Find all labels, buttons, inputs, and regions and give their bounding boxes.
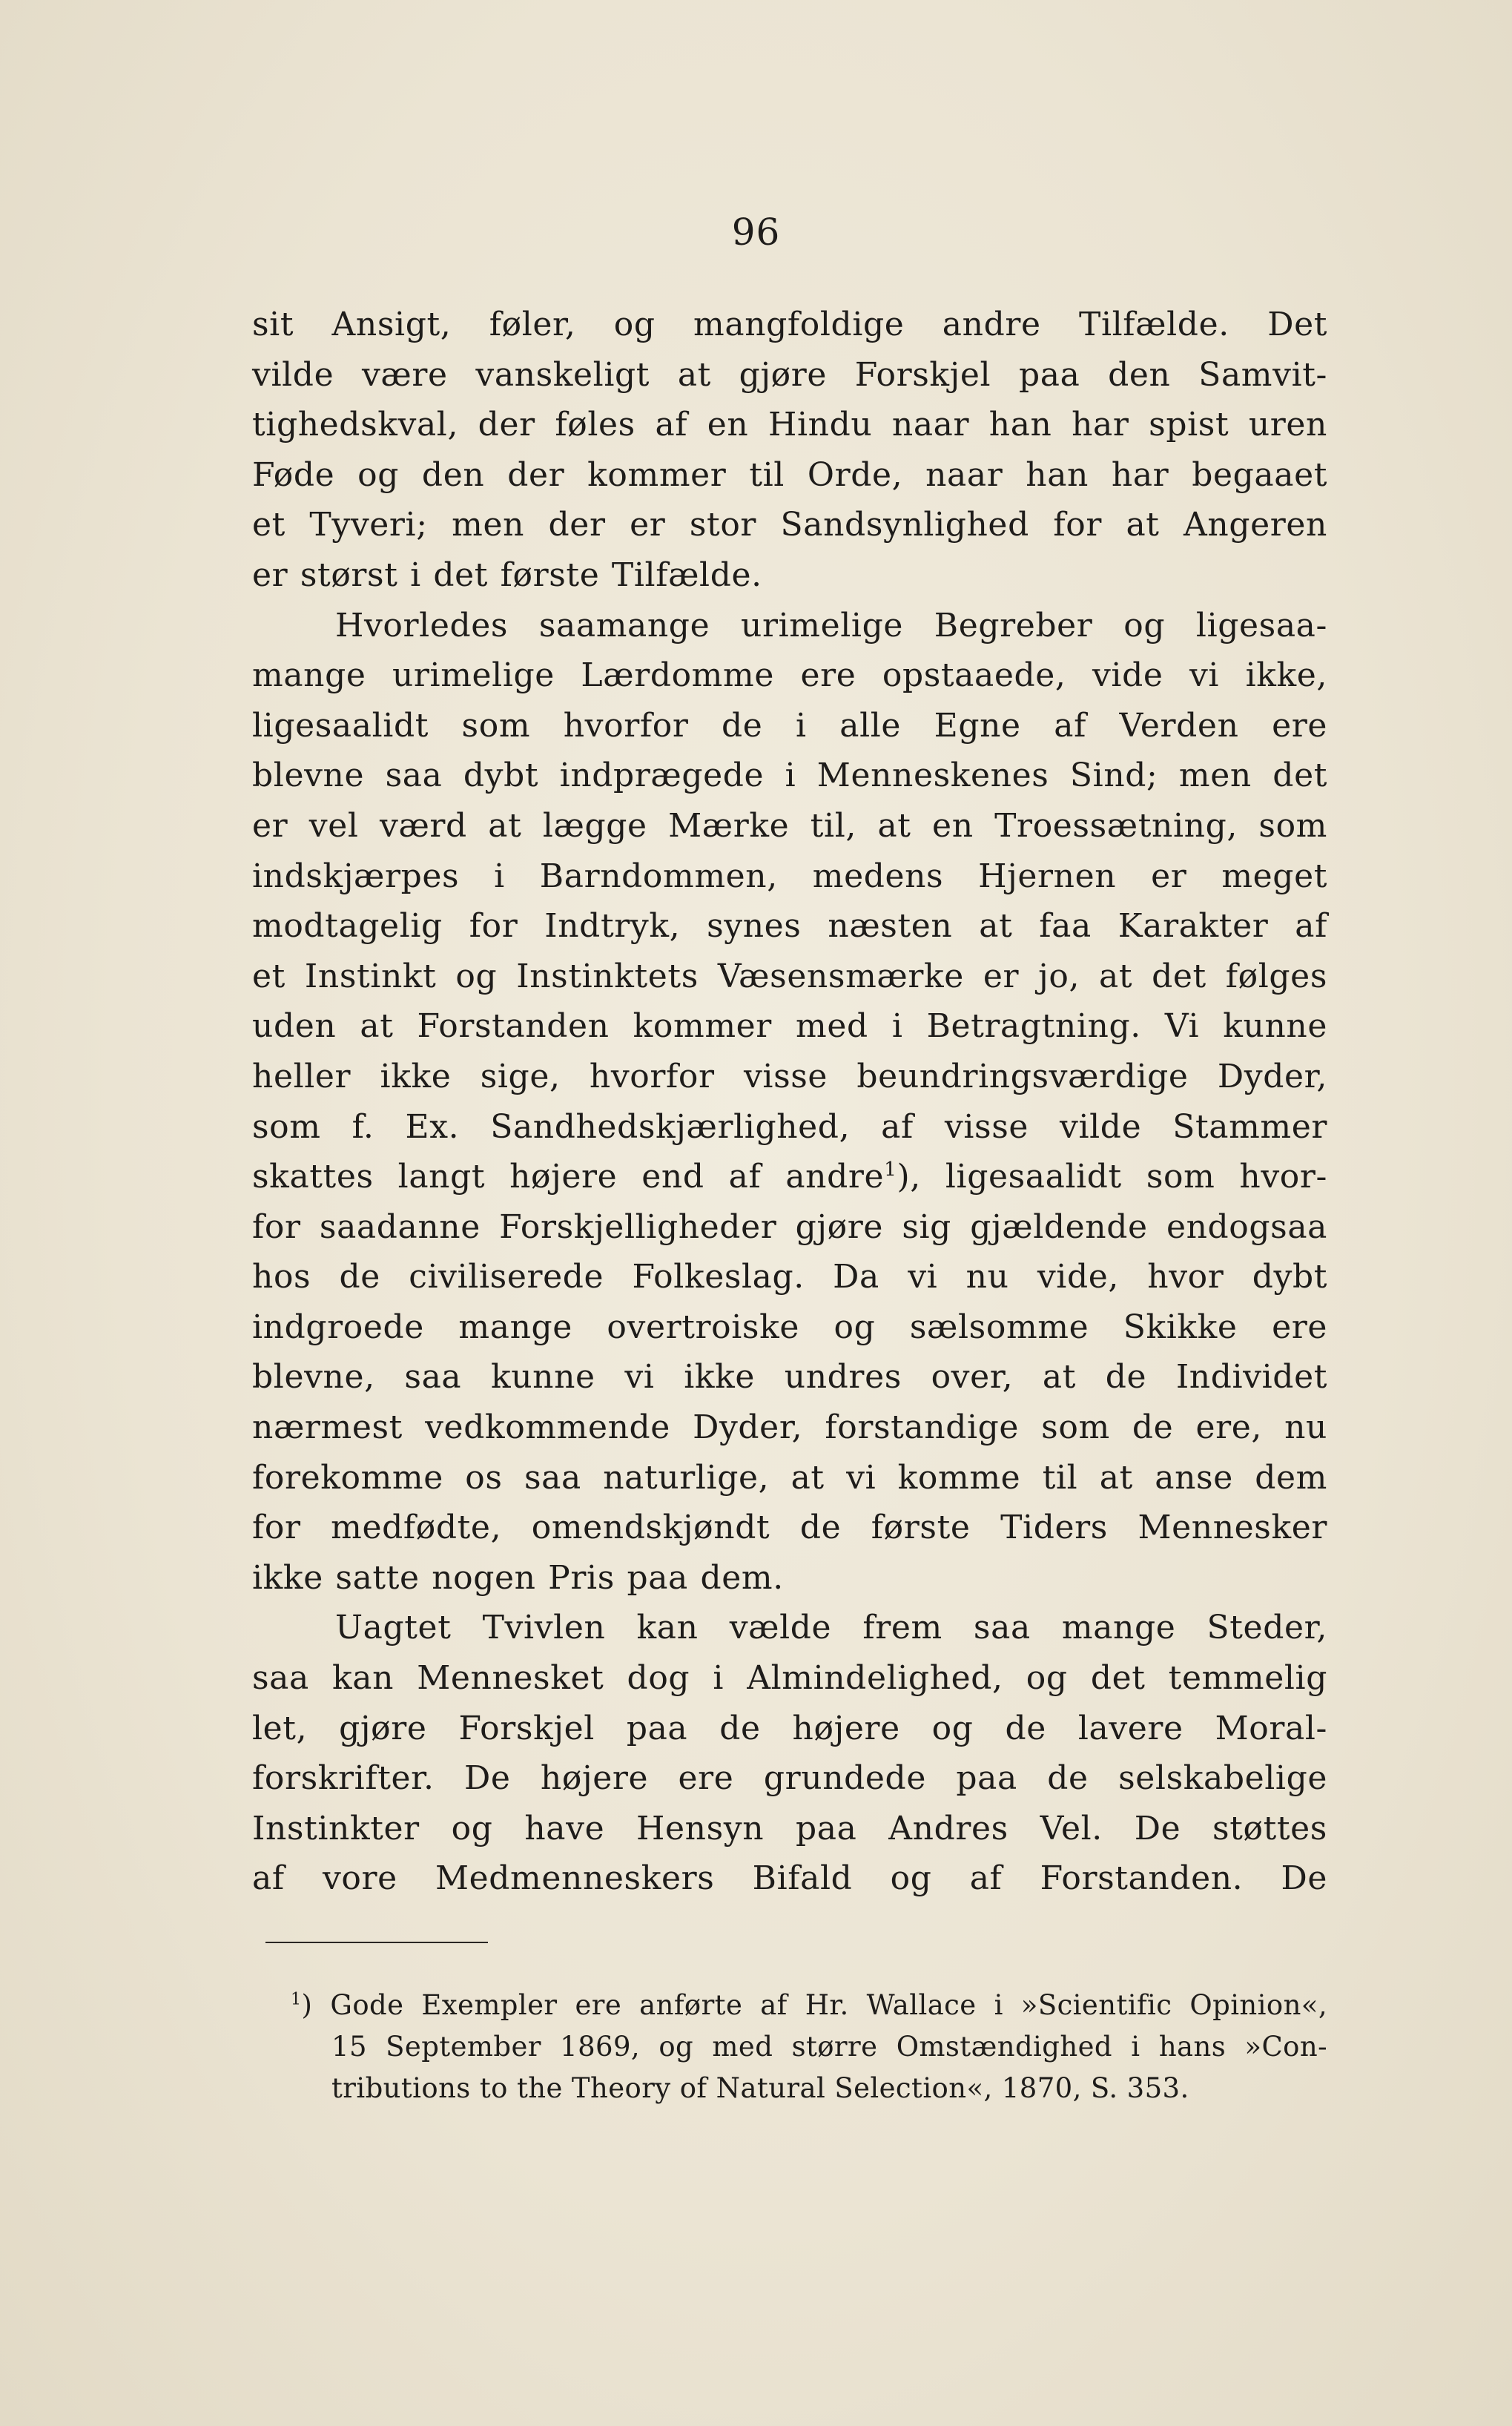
text-line: tighedskval, der føles af en Hindu naar han har spist uren [252,406,1327,444]
footnote-marker-paren: ) [301,1989,313,2021]
text-line: indgroede mange overtroiske og sælsomme Skikke ere [252,1308,1327,1346]
text-line: er størst i det første Tilfælde. [252,556,762,594]
text-segment: skattes langt højere end af andre [252,1158,885,1196]
text-segment: ), ligesaalidt som hvor- [897,1158,1327,1196]
text-line: for medfødte, omendskjøndt de første Tiders Mennesker [252,1509,1327,1547]
text-line: ikke satte nogen Pris paa dem. [252,1558,784,1597]
text-line: mange urimelige Lærdomme ere opstaaede, vide vi ikke, [252,656,1327,695]
text-line: heller ikke sige, hvorfor visse beundringsværdige Dyder, [252,1057,1327,1095]
text-line: et Instinkt og Instinktets Væsensmærke er jo, at det følges [252,957,1327,995]
text-line: af vore Medmenneskers Bifald og af Forstanden. De [252,1859,1327,1898]
footnote-text: Gode Exempler ere anførte af Hr. Wallace i »Scientific Opinion«, [330,1989,1327,2021]
text-line: vilde være vanskeligt at gjøre Forskjel paa den Samvit- [252,355,1327,394]
text-line: let, gjøre Forskjel paa de højere og de lavere Moral- [252,1709,1327,1747]
footnote-line: 15 September 1869, og med større Omstændighed i hans »Con- [331,2031,1327,2063]
text-line-with-footnote-ref [252,1152,1327,1202]
text-line: Instinkter og have Hensyn paa Andres Vel. De støttes [252,1809,1327,1847]
text-line: for saadanne Forskjelligheder gjøre sig gjældende endogsaa [252,1207,1327,1246]
text-line: ligesaalidt som hvorfor de i alle Egne af Verden ere [252,706,1327,745]
text-line: som f. Ex. Sandhedskjærlighed, af visse vilde Stammer [252,1107,1327,1146]
text-line: uden at Forstanden kommer med i Betragtning. Vi kunne [252,1007,1327,1046]
text-line: Uagtet Tvivlen kan vælde frem saa mange Steder, [335,1609,1327,1647]
text-line: er vel værd at lægge Mærke til, at en Troessætning, som [252,806,1327,845]
footnote-reference: 1 [884,1158,897,1181]
text-line: forekomme os saa naturlige, at vi komme til at anse dem [252,1458,1327,1497]
text-line: hos de civiliserede Folkeslag. Da vi nu vide, hvor dybt [252,1258,1327,1296]
text-line: blevne, saa kunne vi ikke undres over, at de Individet [252,1358,1327,1397]
text-line: modtagelig for Indtryk, synes næsten at faa Karakter af [252,907,1327,946]
footnote-line: tributions to the Theory of Natural Selection«, 1870, S. 353. [331,2072,1189,2104]
text-line: Hvorledes saamange urimelige Begreber og ligesaa- [335,606,1327,645]
text-line: Føde og den der kommer til Orde, naar han har begaaet [252,455,1327,494]
text-line: nærmest vedkommende Dyder, forstandige som de ere, nu [252,1408,1327,1447]
footnote-divider [265,1942,488,1943]
text-line: forskrifter. De højere ere grundede paa de selskabelige [252,1759,1327,1798]
text-line: saa kan Mennesket dog i Almindelighed, og det temmelig [252,1659,1327,1698]
footnote [291,1985,1327,2109]
footnote-marker: 1 [291,1989,302,2009]
text-line: sit Ansigt, føler, og mangfoldige andre Tilfælde. Det [252,306,1327,343]
text-line: et Tyveri; men der er stor Sandsynlighed for at Angeren [252,506,1327,544]
text-line: indskjærpes i Barndommen, medens Hjernen er meget [252,857,1327,895]
footnote-line [291,1985,1327,2026]
page-number: 96 [731,211,781,254]
text-line: blevne saa dybt indprægede i Menneskenes Sind; men det [252,757,1327,795]
body-text [252,300,1327,1904]
